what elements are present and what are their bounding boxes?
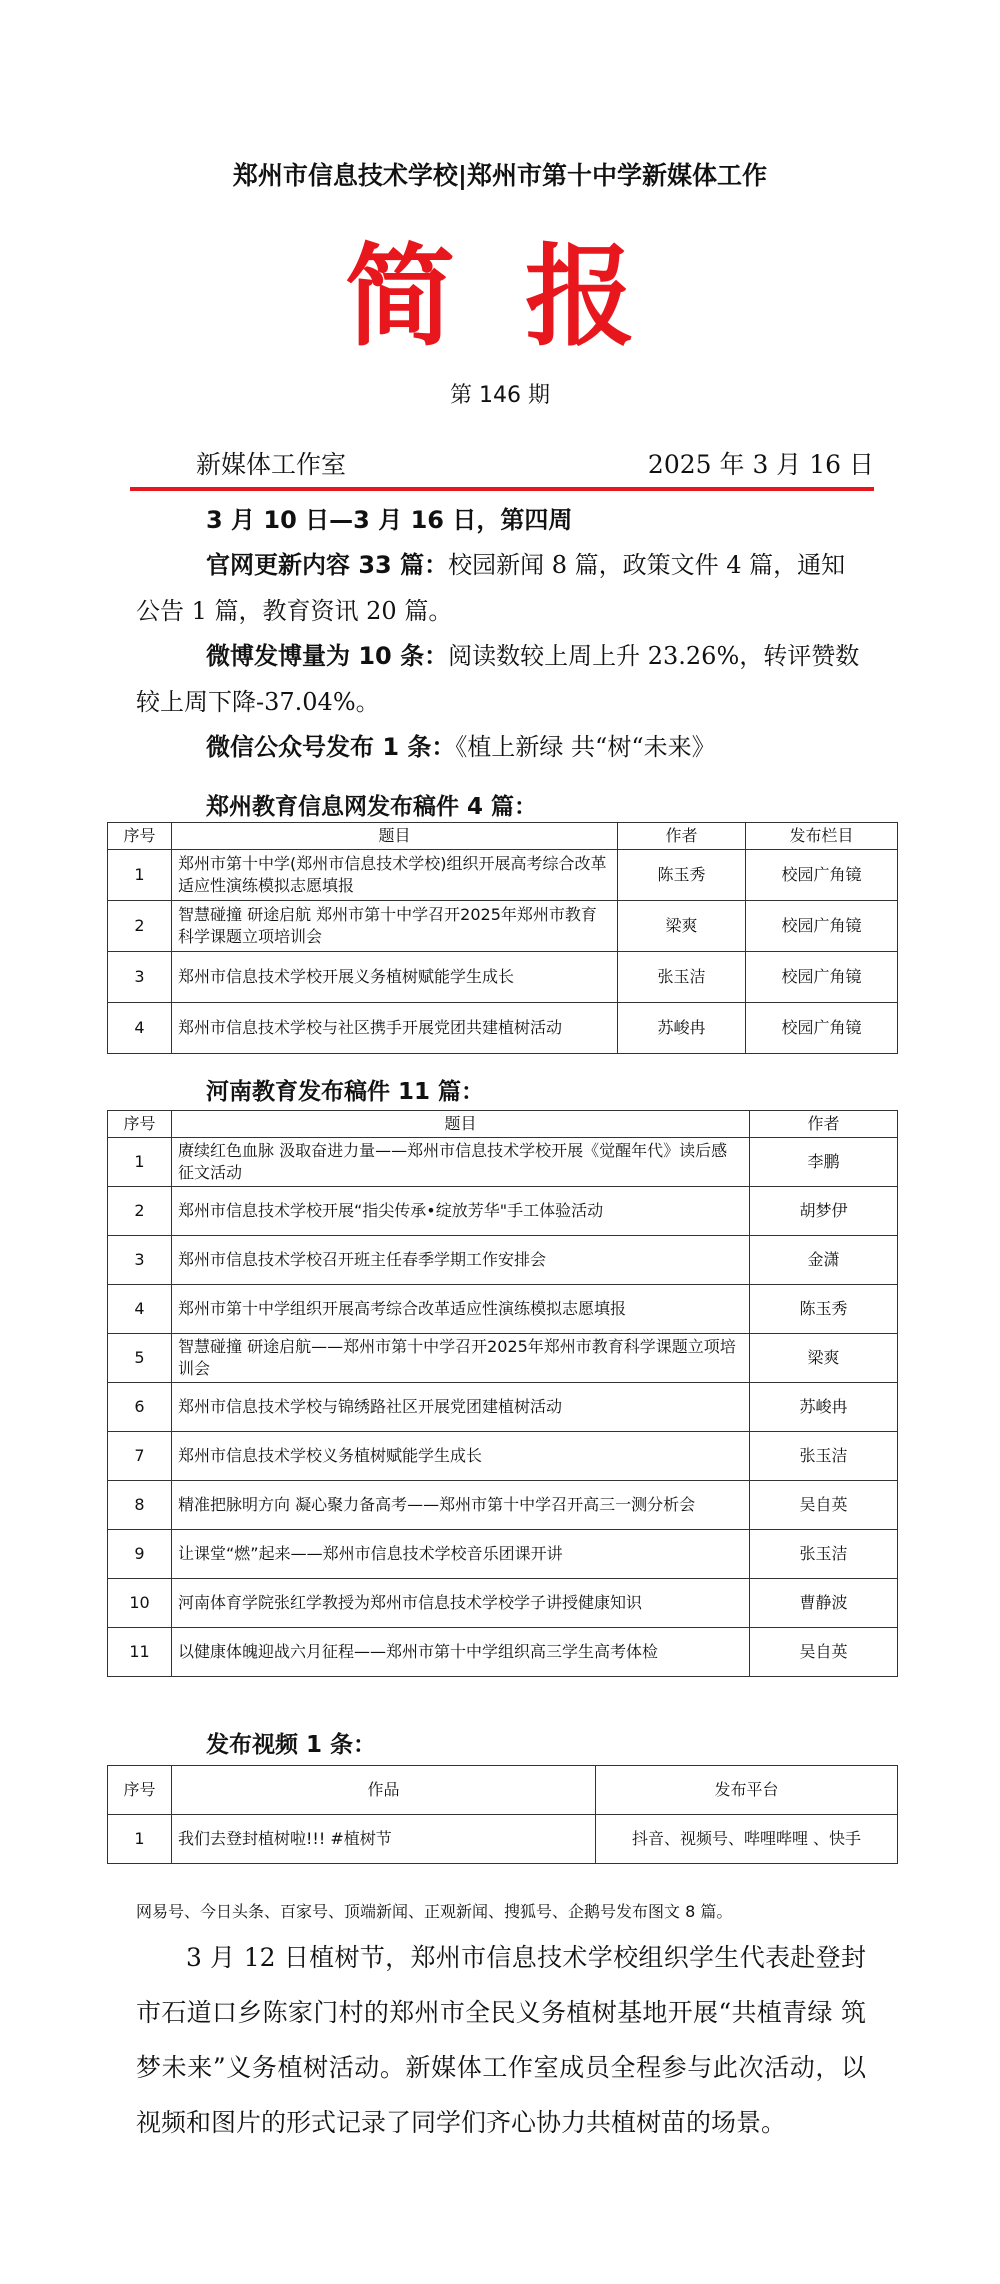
table-cell: 河南体育学院张红学教授为郑州市信息技术学校学子讲授健康知识	[172, 1579, 750, 1628]
table-cell: 2	[108, 901, 172, 952]
table-cell: 4	[108, 1285, 172, 1334]
table-cell: 我们去登封植树啦!!! #植树节	[172, 1815, 596, 1864]
table-row	[108, 1285, 898, 1334]
column-header: 题目	[172, 823, 618, 850]
table-row	[108, 1579, 898, 1628]
table-cell: 2	[108, 1187, 172, 1236]
table-cell: 吴自英	[750, 1628, 898, 1677]
video-heading: 发布视频 1 条：	[206, 1732, 377, 1758]
henan-edu-heading: 河南教育发布稿件 11 篇：	[206, 1079, 485, 1105]
table-row	[108, 1236, 898, 1285]
table-cell: 11	[108, 1628, 172, 1677]
site-summary: 官网更新内容 33 篇：校园新闻 8 篇，政策文件 4 篇，通知公告 1 篇，教育资讯 20 篇。	[136, 551, 846, 625]
table-cell: 智慧碰撞 研途启航——郑州市第十中学召开2025年郑州市教育科学课题立项培训会	[172, 1334, 750, 1383]
table-row	[108, 1138, 898, 1187]
table-cell: 抖音、视频号、哔哩哔哩 、快手	[596, 1815, 898, 1864]
table-cell: 1	[108, 850, 172, 901]
table-cell: 郑州市信息技术学校开展“指尖传承•绽放芳华"手工体验活动	[172, 1187, 750, 1236]
report-title: 简报	[345, 233, 705, 361]
studio-name: 新媒体工作室	[196, 450, 347, 479]
table-row	[108, 1530, 898, 1579]
table-cell: 1	[108, 1815, 172, 1864]
column-header: 序号	[108, 1766, 172, 1815]
zz-edu-heading: 郑州教育信息网发布稿件 4 篇：	[206, 794, 538, 820]
issue-number: 第 146 期	[450, 383, 550, 408]
weibo-summary: 微博发博量为 10 条：阅读数较上周上升 23.26%，转评赞数较上周下降-37.04%。	[136, 642, 860, 716]
table-cell: 郑州市信息技术学校召开班主任春季学期工作安排会	[172, 1236, 750, 1285]
table-cell: 10	[108, 1579, 172, 1628]
henan-edu-table	[107, 1110, 898, 1677]
report-date: 2025 年 3 月 16 日	[647, 450, 874, 479]
table-cell: 1	[108, 1138, 172, 1187]
table-cell: 校园广角镜	[746, 1003, 898, 1054]
table-cell: 校园广角镜	[746, 850, 898, 901]
table-cell: 赓续红色血脉 汲取奋进力量——郑州市信息技术学校开展《觉醒年代》读后感征文活动	[172, 1138, 750, 1187]
table-row	[108, 1628, 898, 1677]
column-header: 题目	[172, 1111, 750, 1138]
table-cell: 4	[108, 1003, 172, 1054]
column-header: 作品	[172, 1766, 596, 1815]
red-divider	[130, 487, 874, 491]
table-row	[108, 1815, 898, 1864]
table-cell: 苏峻冉	[618, 1003, 746, 1054]
column-header: 序号	[108, 823, 172, 850]
table-cell: 郑州市信息技术学校与社区携手开展党团共建植树活动	[172, 1003, 618, 1054]
week-range: 3 月 10 日—3 月 16 日，第四周	[206, 506, 573, 534]
table-cell: 陈玉秀	[618, 850, 746, 901]
table-cell: 张玉洁	[618, 952, 746, 1003]
table-cell: 梁爽	[618, 901, 746, 952]
wechat-summary: 微信公众号发布 1 条：《植上新绿 共“树“未来》	[206, 733, 716, 761]
column-header: 发布栏目	[746, 823, 898, 850]
table-cell: 7	[108, 1432, 172, 1481]
table-row	[108, 1481, 898, 1530]
video-table	[107, 1765, 898, 1864]
zz-edu-table	[107, 822, 898, 1054]
table-row	[108, 1003, 898, 1054]
table-cell: 郑州市第十中学组织开展高考综合改革适应性演练模拟志愿填报	[172, 1285, 750, 1334]
table-cell: 5	[108, 1334, 172, 1383]
table-cell: 9	[108, 1530, 172, 1579]
table-row	[108, 952, 898, 1003]
table-header-row	[108, 823, 898, 850]
table-row	[108, 1383, 898, 1432]
table-cell: 苏峻冉	[750, 1383, 898, 1432]
table-cell: 6	[108, 1383, 172, 1432]
table-cell: 郑州市信息技术学校开展义务植树赋能学生成长	[172, 952, 618, 1003]
table-cell: 郑州市信息技术学校与锦绣路社区开展党团建植树活动	[172, 1383, 750, 1432]
table-cell: 吴自英	[750, 1481, 898, 1530]
table-cell: 校园广角镜	[746, 901, 898, 952]
table-cell: 郑州市第十中学(郑州市信息技术学校)组织开展高考综合改革适应性演练模拟志愿填报	[172, 850, 618, 901]
table-cell: 智慧碰撞 研途启航 郑州市第十中学召开2025年郑州市教育科学课题立项培训会	[172, 901, 618, 952]
table-row	[108, 1334, 898, 1383]
table-cell: 校园广角镜	[746, 952, 898, 1003]
platform-note: 网易号、今日头条、百家号、顶端新闻、正观新闻、搜狐号、企鹅号发布图文 8 篇。	[136, 1902, 733, 1921]
table-row	[108, 1432, 898, 1481]
column-header: 发布平台	[596, 1766, 898, 1815]
report-header: 郑州市信息技术学校|郑州市第十中学新媒体工作	[232, 161, 768, 190]
table-row	[108, 1187, 898, 1236]
table-cell: 以健康体魄迎战六月征程——郑州市第十中学组织高三学生高考体检	[172, 1628, 750, 1677]
table-cell: 金潇	[750, 1236, 898, 1285]
table-cell: 李鹏	[750, 1138, 898, 1187]
table-cell: 郑州市信息技术学校义务植树赋能学生成长	[172, 1432, 750, 1481]
table-header-row	[108, 1111, 898, 1138]
table-cell: 精准把脉明方向 凝心聚力备高考——郑州市第十中学召开高三一测分析会	[172, 1481, 750, 1530]
body-paragraph: 3 月 12 日植树节，郑州市信息技术学校组织学生代表赴登封市石道口乡陈家门村的郑州市全民义务植树基地开展“共植青绿 筑梦未来”义务植树活动。新媒体工作室成员全程参与此次活动，以视频和图片的形式记录了同学们齐心协力共植树苗的场景。	[136, 1943, 866, 2137]
table-cell: 张玉洁	[750, 1530, 898, 1579]
table-row	[108, 901, 898, 952]
column-header: 作者	[750, 1111, 898, 1138]
table-cell: 陈玉秀	[750, 1285, 898, 1334]
table-header-row	[108, 1766, 898, 1815]
table-cell: 张玉洁	[750, 1432, 898, 1481]
table-cell: 曹静波	[750, 1579, 898, 1628]
table-cell: 3	[108, 952, 172, 1003]
table-cell: 8	[108, 1481, 172, 1530]
column-header: 序号	[108, 1111, 172, 1138]
table-cell: 让课堂“燃”起来——郑州市信息技术学校音乐团课开讲	[172, 1530, 750, 1579]
table-cell: 梁爽	[750, 1334, 898, 1383]
table-cell: 胡梦伊	[750, 1187, 898, 1236]
column-header: 作者	[618, 823, 746, 850]
table-cell: 3	[108, 1236, 172, 1285]
table-row	[108, 850, 898, 901]
